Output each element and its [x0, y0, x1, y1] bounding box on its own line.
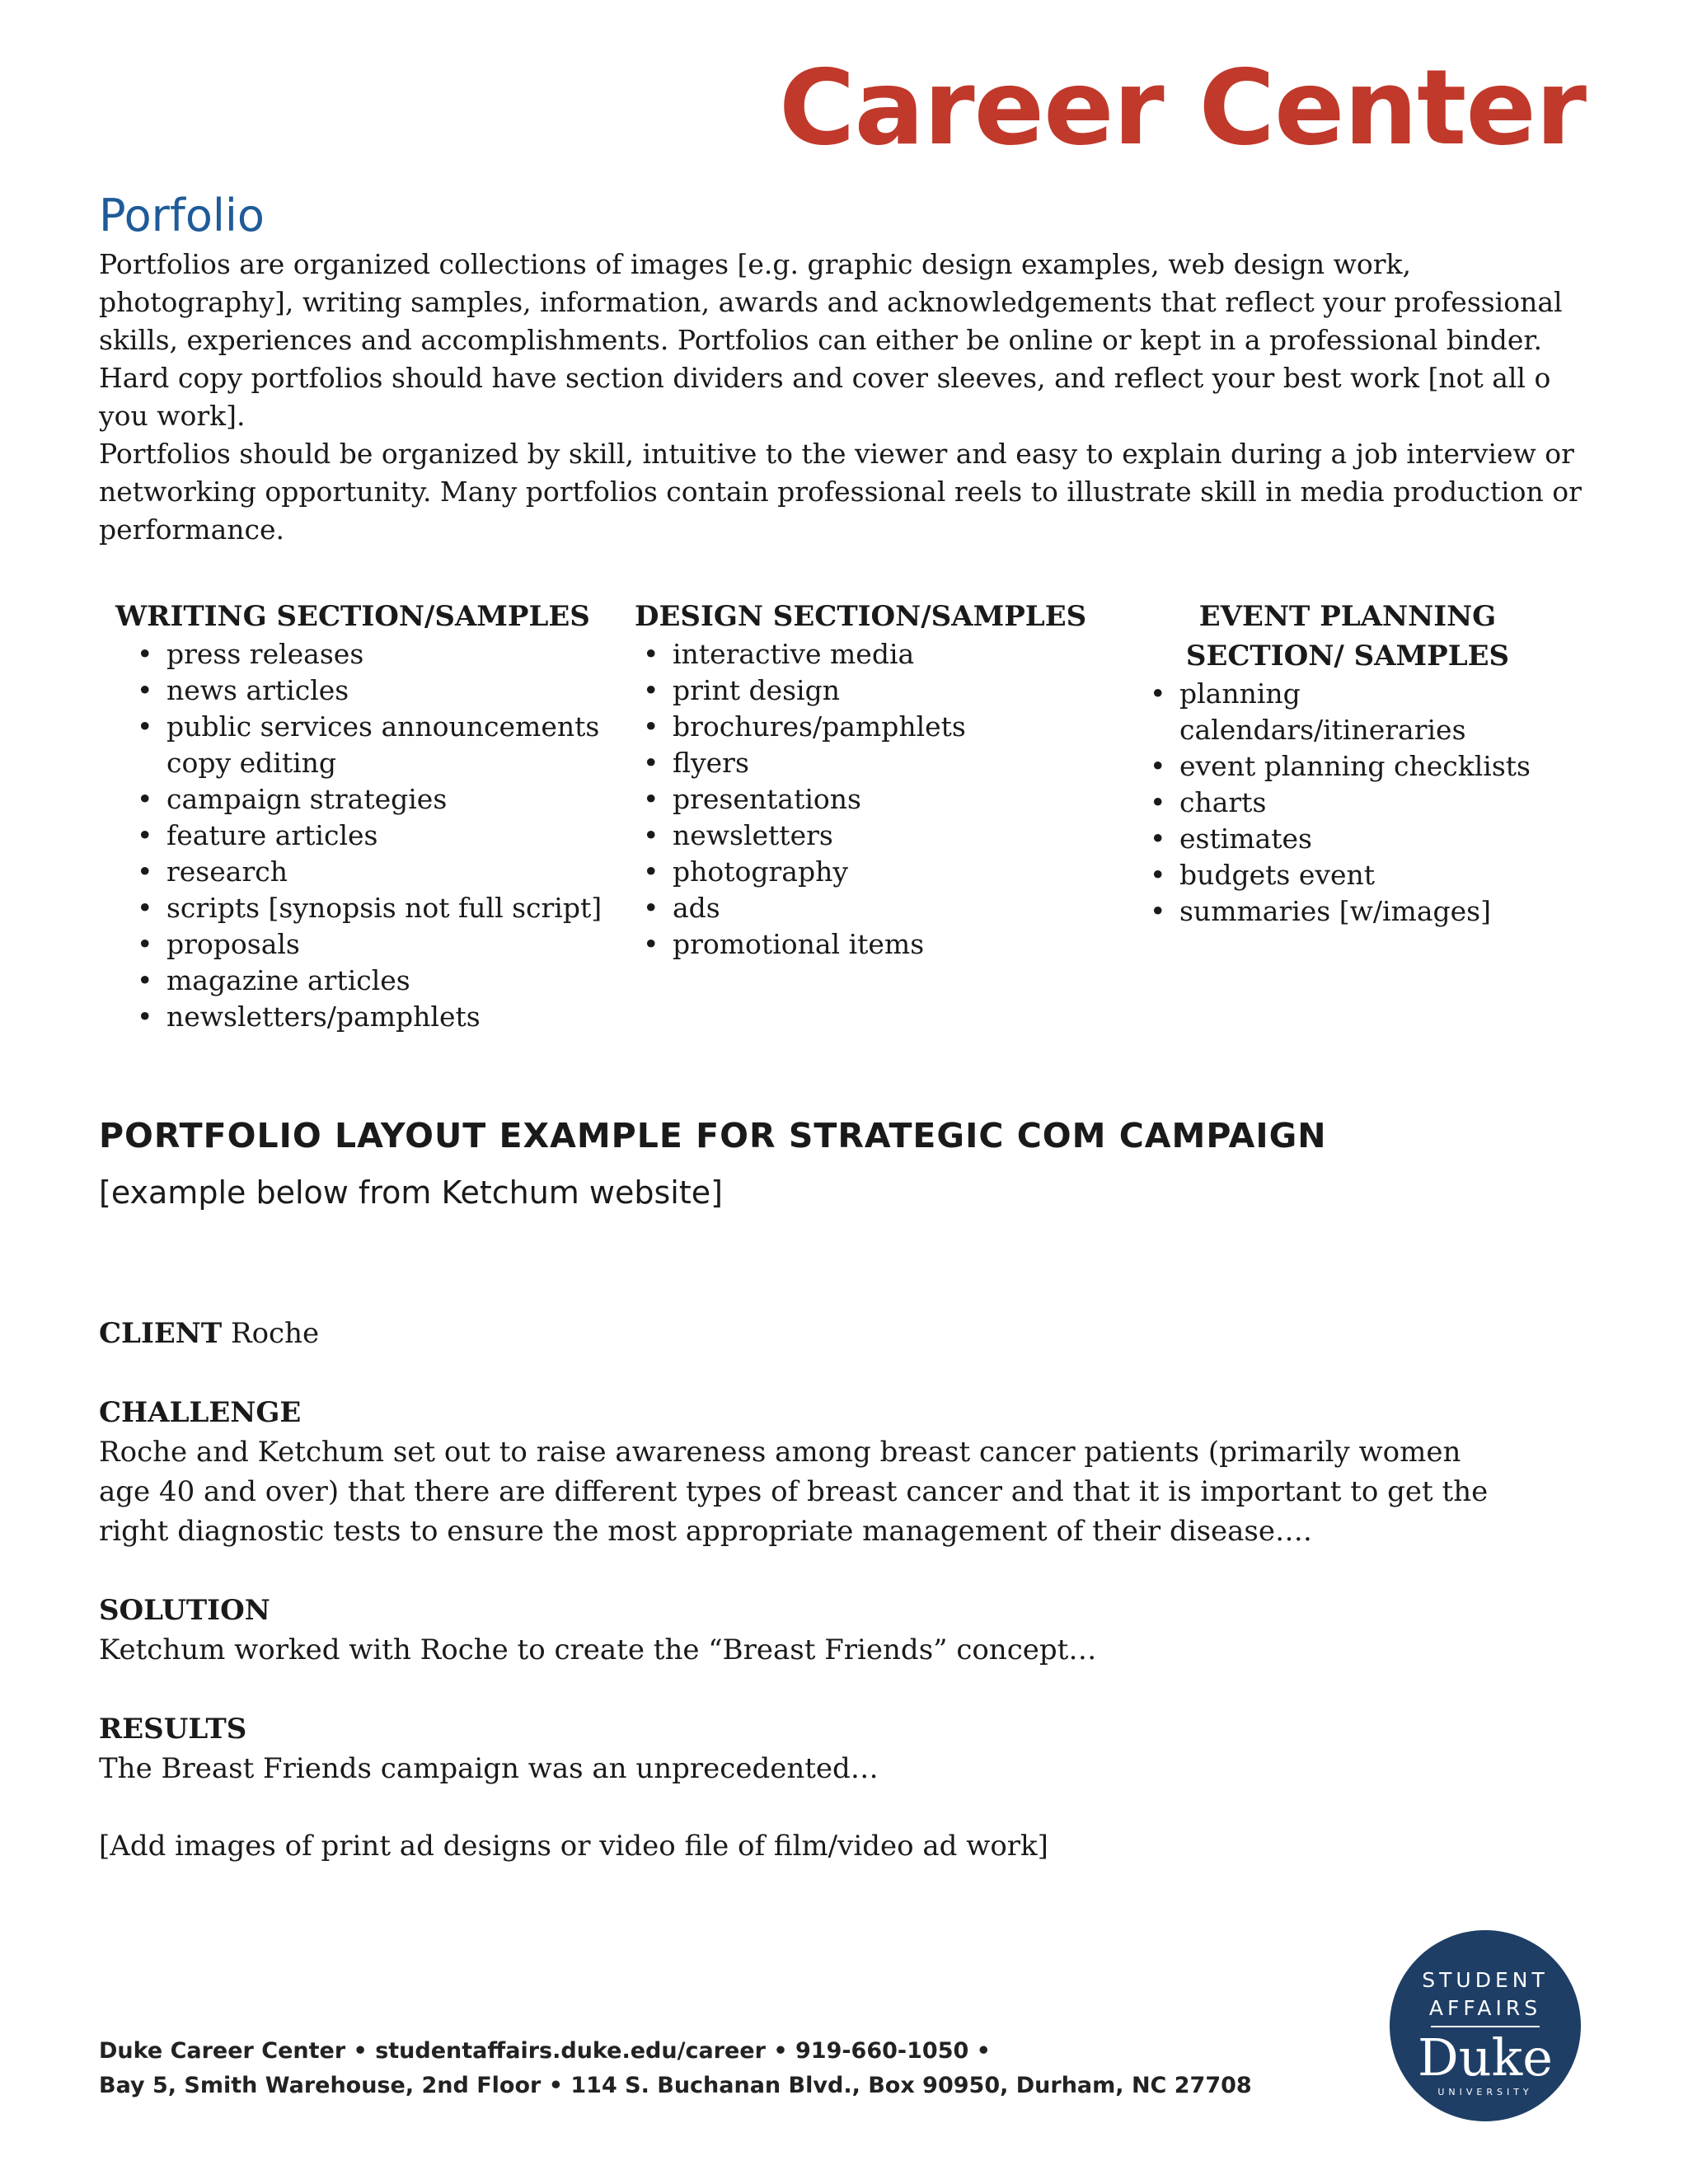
- sample-sections: [0, 597, 1688, 1042]
- list-item: • estimates: [1179, 821, 1595, 857]
- note-block: [99, 1826, 1550, 1866]
- results-block: [99, 1709, 1550, 1788]
- writing-section: [115, 597, 610, 1035]
- list-item: • interactive media: [673, 636, 1096, 673]
- list-item: • feature articles: [166, 818, 610, 854]
- list-item: • charts: [1179, 785, 1595, 821]
- list-item: • presentations: [673, 781, 1096, 818]
- list-item: • campaign strategies: [166, 781, 610, 818]
- student-affairs-seal: [1390, 1930, 1581, 2121]
- list-item: • public services announcements copy editing: [166, 709, 610, 781]
- event-planning-section: [1133, 597, 1595, 930]
- list-item: • proposals: [166, 926, 610, 963]
- list-item: • news articles: [166, 673, 610, 709]
- design-list: [635, 636, 1096, 963]
- client-label: CLIENT: [99, 1317, 223, 1350]
- design-section-title: DESIGN SECTION/SAMPLES: [635, 600, 1087, 633]
- footer-contact: [99, 2034, 1252, 2103]
- event-planning-section-title: EVENT PLANNING SECTION/ SAMPLES: [1185, 600, 1510, 673]
- list-item: • brochures/pamphlets: [673, 709, 1096, 745]
- challenge-label: CHALLENGE: [99, 1396, 302, 1429]
- list-item: • scripts [synopsis not full script]: [166, 890, 610, 926]
- writing-list: [115, 636, 610, 1035]
- solution-label: SOLUTION: [99, 1594, 270, 1627]
- seal-line-4: UNIVERSITY: [1437, 2087, 1533, 2097]
- list-item: • event planning checklists: [1179, 748, 1595, 785]
- solution-text: Ketchum worked with Roche to create the “Breast Friends” concept…: [99, 1633, 1097, 1666]
- intro-paragraph-2: Portfolios should be organized by skill, intuitive to the viewer and easy to explain during a job interview or networking opportunity. Many portfolios contain professional reels to illustrate skill in media production or performance.: [99, 438, 1582, 546]
- list-item: • summaries [w/images]: [1179, 893, 1595, 930]
- seal-line-2: AFFAIRS: [1428, 1996, 1542, 2020]
- seal-line-1: STUDENT: [1422, 1968, 1549, 1992]
- seal-line-3: Duke: [1418, 2027, 1553, 2088]
- list-item: • planning calendars/itineraries: [1179, 676, 1595, 748]
- list-item: • print design: [673, 673, 1096, 709]
- intro-section: [99, 246, 1582, 549]
- page-title: Porfolio: [99, 190, 265, 241]
- career-center-logo: Career Center: [778, 47, 1586, 168]
- intro-paragraph-1: Portfolios are organized collections of images [e.g. graphic design examples, web design work, photography], writing samples, information, awards and acknowledgements that reflect your professional skills, experiences and accomplishments. Portfolios can either be online or kept in a professional binder. Hard copy portfolios should have section dividers and cover sleeves, and reflect your best work [not all o you work].: [99, 248, 1563, 432]
- writing-section-title: WRITING SECTION/SAMPLES: [115, 600, 590, 633]
- list-item: • newsletters: [673, 818, 1096, 854]
- list-item: • magazine articles: [166, 963, 610, 999]
- list-item: • budgets event: [1179, 857, 1595, 893]
- list-item: • promotional items: [673, 926, 1096, 963]
- solution-block: [99, 1591, 1550, 1670]
- client-row: [99, 1314, 1550, 1353]
- footer-line-1: Duke Career Center • studentaffairs.duke.edu/career • 919-660-1050 •: [99, 2038, 991, 2064]
- footer-line-2: Bay 5, Smith Warehouse, 2nd Floor • 114 S. Buchanan Blvd., Box 90950, Durham, NC 27708: [99, 2073, 1252, 2098]
- layout-example-subheading: [example below from Ketchum website]: [99, 1174, 723, 1211]
- media-note: [Add images of print ad designs or video file of film/video ad work]: [99, 1830, 1048, 1863]
- list-item: • photography: [673, 854, 1096, 890]
- list-item: • flyers: [673, 745, 1096, 781]
- list-item: • newsletters/pamphlets: [166, 999, 610, 1035]
- list-item: • ads: [673, 890, 1096, 926]
- list-item: • research: [166, 854, 610, 890]
- layout-example-heading: PORTFOLIO LAYOUT EXAMPLE FOR STRATEGIC COM CAMPAIGN: [99, 1116, 1327, 1155]
- design-section: [635, 597, 1096, 963]
- client-value: Roche: [230, 1317, 320, 1350]
- challenge-text: Roche and Ketchum set out to raise awareness among breast cancer patients (primarily women age 40 and over) that there are different types of breast cancer and that it is important to get the right diagnostic tests to ensure the most appropriate management of their disease….: [99, 1436, 1489, 1548]
- results-text: The Breast Friends campaign was an unprecedented…: [99, 1752, 879, 1785]
- list-item: • press releases: [166, 636, 610, 673]
- challenge-block: [99, 1393, 1550, 1551]
- event-planning-list: [1133, 676, 1595, 930]
- results-label: RESULTS: [99, 1713, 247, 1746]
